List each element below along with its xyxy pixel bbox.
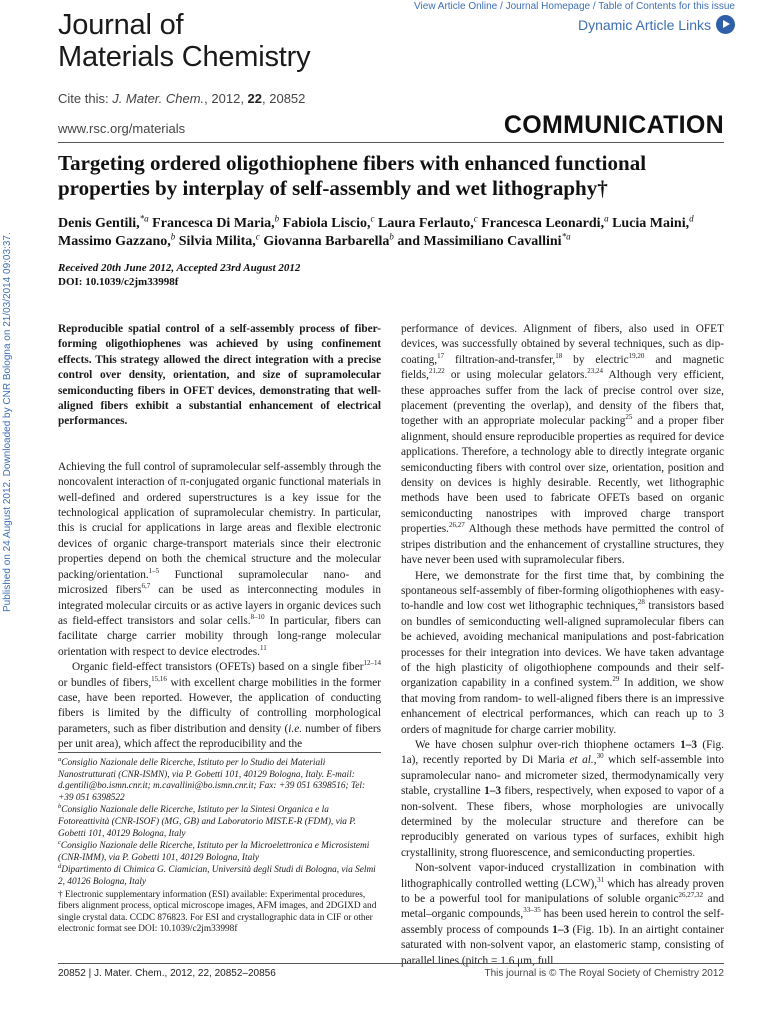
affiliation-c: $^c$Consiglio Nazionale delle Ricerche, Istituto per la Microelettronica e Microsistemi (CNR-IMM), via P. Gobetti 101, 40129 Bologna, Italy	[58, 839, 370, 863]
received-dates: Received 20th June 2012, Accepted 23rd August 2012	[58, 262, 301, 274]
footer-divider	[58, 963, 724, 964]
journal-name-line-2: Materials Chemistry	[58, 41, 311, 73]
author-name: Fabiola Liscio,	[279, 216, 371, 231]
author-list	[58, 215, 738, 251]
play-arrow-icon[interactable]	[716, 15, 735, 34]
author-name: Lucia Maini,	[608, 216, 690, 231]
view-article-online-link[interactable]: View Article Online	[414, 1, 498, 12]
affiliation-b: $^b$Consiglio Nazionale delle Ricerche, Istituto per la Sintesi Organica e la Fotoreattività (CNR-ISOF) (MG, GB) and Laboratorio MIST.E-R (FDM), via P. Gobetti 101, 40129 Bologna, Italy	[58, 803, 357, 839]
abstract: Reproducible spatial control of a self-assembly process of fiber-forming oligothiophenes was achieved by using confinement effects. This strategy allowed the direct integration with a precise control over density, orientation, and size of supramolecular semiconducting fibers in OFET devices, demonstrating that well-aligned fibers exhibit a substantial enhancement of electrical performances.	[58, 323, 381, 428]
left-column	[58, 322, 381, 753]
journal-homepage-link[interactable]: Journal Homepage	[505, 1, 591, 12]
author-affiliation-mark: c	[473, 213, 478, 224]
article-title: Targeting ordered oligothiophene fibers with enhanced functional properties by interplay of self-assembly and wet lithography†	[58, 151, 647, 200]
author-affiliation-mark: b	[274, 213, 280, 224]
cite-volume: 22	[247, 91, 263, 106]
author-name: Massimo Gazzano,	[58, 234, 171, 249]
download-watermark-text: Published on 24 August 2012. Downloaded by CNR Bologna on 21/03/2014 09:03:37.	[2, 232, 13, 612]
cite-year: , 2012,	[204, 91, 248, 106]
author-affiliation-mark: a	[604, 213, 609, 224]
author-affiliation-mark: c	[370, 213, 375, 224]
cite-page: , 20852	[262, 91, 306, 106]
right-column	[401, 322, 724, 969]
author-name: and Massimiliano Cavallini	[393, 234, 562, 249]
cite-line	[58, 91, 305, 106]
author-affiliation-mark: d	[689, 213, 694, 224]
author-name: Silvia Milita,	[175, 234, 256, 249]
body-paragraph: Organic field-effect transistors (OFETs) based on a single fiber$^{12-14}$ or bundles of fibers,$^{15,16}$ with excellent charge mobilities in the former case, have been reported. However, the application of conducting fibers is limited by the difficulty of controlling morphological parameters, such as fiber distribution and density (i.e. number of fibers per unit area), which affect the reproducibility and the	[58, 659, 382, 751]
link-separator: /	[590, 1, 599, 12]
footer-copyright: This journal is © The Royal Society of Chemistry 2012	[484, 968, 724, 979]
author-affiliation-mark: b	[389, 231, 394, 242]
body-paragraph: Here, we demonstrate for the first time that, by combining the spontaneous self-assembly of fiber-forming oligothiophenes with easy-to-handle and low cost wet lithographic techniques,$^{28}$ transistors based on bundles of semiconducting well-aligned supramolecular fibers can be achieved, avoiding mechanical manipulations and post-fabrication processes for their integration into devices. We have taken advantage of the high plasticity of oligothiophene compounds and their self-organization capability in a confined system.$^{29}$ In addition, we show that moving from random- to well-aligned fibers there is an impressive enhancement of electrical performances, which can reach up to 3 orders of magnitude for charge carrier mobility.	[401, 569, 725, 736]
affiliation-a: $^a$Consiglio Nazionale delle Ricerche, Istituto per lo Studio dei Materiali Nanostrutturati (CNR-ISMN), via P. Gobetti 101, 40129 Bologna, Italy. E-mail: d.gentili@bo.ismn.cnr.it; m.cavallini@bo.ismn.cnr.it; Fax: +39 051 6398516; Tel: +39 051 6398522	[58, 755, 366, 803]
footnotes	[58, 755, 381, 937]
author-name: Francesca Leonardi,	[477, 216, 605, 231]
body-paragraph: Achieving the full control of supramolecular self-assembly through the noncovalent interaction of π-conjugated organic functional materials in well-defined and ordered superstructures is a key issue for the technological application of supramolecular chemistry. In particular, this is crucial for applications in large areas and flexible electronic devices of organic charge-transport materials since their electronic properties depend on both the chemical structure and the molecular packing/orientation.$^{1-5}$ Functional supramolecular nano- and microsized fibers$^{6,7}$ can be used as interconnecting modules in integrated molecular circuits or as active layers in organic devices such as field-effect transistors and solar cells.$^{8-10}$ In particular, fibers can facilitate charge carrier mobility through long-range molecular orientation with respect to device electrodes.$^{11}$	[58, 460, 382, 658]
affiliation-d: $^d$Dipartimento di Chimica G. Ciamician, Università degli Studi di Bologna, via Selmi 2, 40126 Bologna, Italy	[58, 863, 376, 887]
journal-name-line-1: Journal of	[58, 9, 184, 41]
author-affiliation-mark: *a	[561, 231, 571, 242]
author-name: Giovanna Barbarella	[259, 234, 390, 249]
footnote-divider	[58, 752, 381, 753]
author-affiliation-mark: *a	[139, 213, 149, 224]
author-name: Denis Gentili,	[58, 216, 140, 231]
esi-footnote: † Electronic supplementary information (ESI) available: Experimental procedures, fibers alignment process, optical microscope images, AFM images, and 2DGIXD and single crystal data. CCDC 876823. For ESI and crystallographic data in CIF or other electronic format see DOI: 10.1039/c2jm33998f	[58, 889, 377, 935]
body-paragraph: Non-solvent vapor-induced crystallization in combination with lithographically controlled wetting (LCW),$^{31}$ which has already proven to be a powerful tool for manipulations of soluble organic$^{26,27,32}$ and metal–organic compounds,$^{33-35}$ has been used herein to control the self-assembly process of compounds 1–3 (Fig. 1b). In an airtight container saturated with non-solvent vapor, an elastomeric stamp, consisting of parallel lines (pitch = 1.6 μm, full	[401, 862, 725, 967]
footer-citation: 20852 | J. Mater. Chem., 2012, 22, 20852–20856	[58, 968, 276, 979]
dynamic-article-links[interactable]	[578, 15, 735, 34]
journal-name	[58, 9, 310, 73]
article-doi[interactable]: DOI: 10.1039/c2jm33998f	[58, 276, 179, 288]
dynamic-article-links-label[interactable]: Dynamic Article Links	[577, 16, 711, 33]
author-affiliation-mark: c	[255, 231, 260, 242]
header-divider	[58, 142, 724, 143]
author-affiliation-mark: b	[170, 231, 176, 242]
author-name: Laura Ferlauto,	[374, 216, 474, 231]
author-name: Francesca Di Maria,	[148, 216, 275, 231]
article-type: COMMUNICATION	[503, 111, 724, 139]
cite-prefix: Cite this:	[58, 91, 113, 106]
cite-journal: J. Mater. Chem.	[112, 91, 205, 106]
journal-website[interactable]: www.rsc.org/materials	[58, 121, 186, 136]
body-paragraph: We have chosen sulphur over-rich thiophene octamers 1–3 (Fig. 1a), recently reported by Di Maria et al.,$^{30}$ which self-assemble into supramolecular nano- and micrometer sized, thermodynamically very stable, crystalline 1–3 fibers, respectively, when exposed to vapor of a non-solvent. These fibers, whose morphologies are univocally determined by the molecular structure and therefore can be reproducibly generated on various types of surfaces, exhibit high crystallinity, strong fluorescence, and semiconducting properties.	[401, 738, 725, 859]
table-of-contents-link[interactable]: Table of Contents for this issue	[598, 1, 735, 12]
body-paragraph: performance of devices. Alignment of fibers, also used in OFET devices, was successfully obtained by several techniques, such as dip-coating,$^{17}$ filtration-and-transfer,$^{18}$ by electric$^{19,20}$ and magnetic fields,$^{21,22}$ or using molecular gelators.$^{23,24}$ Although very efficient, these approaches suffer from the lack of precise control over size, placement (preventing the overlap), and density of the fibers that, together with an appropriate molecular packing$^{25}$ and a proper fiber alignment, should ensure reproducible properties as required for device applications. Therefore, a technology able to directly integrate organic semiconducting fibers with control over size, orientation, position and density on devices is highly desirable. Recently, wet lithographic methods have been used to fabricate OFETs based on organic semiconducting nanostripes with improved charge transport properties.$^{26,27}$ Although these methods have permitted the control of stripes distribution and the enhancement of crystalline structures, they have never been used with supramolecular fibers.	[401, 323, 724, 567]
link-separator: /	[497, 1, 506, 12]
